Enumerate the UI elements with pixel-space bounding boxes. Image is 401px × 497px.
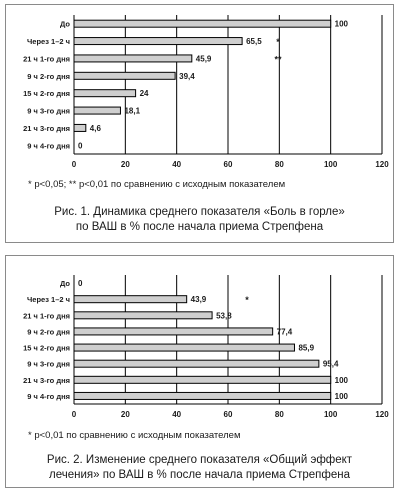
category-label: 21 ч 1-го дня — [23, 311, 70, 321]
significance-marker: ** — [274, 54, 282, 65]
category-label: 21 ч 1-го дня — [23, 54, 70, 64]
category-label: 15 ч 2-го дня — [23, 343, 70, 353]
bar-chart-2 — [6, 256, 393, 424]
data-label: 65,5 — [246, 37, 262, 47]
category-label: 9 ч 3-го дня — [27, 106, 70, 116]
data-label: 100 — [334, 391, 349, 401]
category-label: 9 ч 4-го дня — [27, 391, 70, 401]
x-tick-label: 0 — [71, 410, 77, 419]
data-label: 53,8 — [216, 311, 232, 321]
bar — [74, 392, 331, 399]
bar — [74, 107, 120, 114]
x-tick-label: 100 — [323, 410, 338, 419]
data-label: 43,9 — [190, 295, 207, 305]
data-label: 100 — [334, 375, 349, 385]
category-label: 9 ч 3-го дня — [27, 359, 70, 369]
category-label: До — [59, 279, 70, 289]
x-tick-label: 60 — [223, 160, 233, 169]
category-label: 9 ч 2-го дня — [27, 327, 70, 337]
caption-line-2: лечения» по ВАШ в % после начала приема Стрепфена — [49, 469, 350, 481]
x-tick-label: 120 — [375, 160, 389, 169]
bar — [74, 296, 187, 303]
bar — [74, 312, 212, 319]
category-label: 21 ч 3-го дня — [23, 375, 70, 385]
x-tick-label: 20 — [120, 160, 130, 169]
bar — [74, 72, 175, 79]
bar-chart-1 — [6, 5, 393, 175]
category-label: 21 ч 3-го дня — [23, 123, 70, 133]
data-label: 4,6 — [89, 123, 101, 133]
x-tick-label: 0 — [71, 160, 77, 169]
bar — [74, 344, 294, 351]
x-tick-label: 100 — [323, 160, 338, 169]
significance-marker: * — [276, 37, 280, 48]
significance-marker: * — [245, 295, 249, 306]
data-label: 39,4 — [179, 71, 195, 81]
x-tick-label: 80 — [274, 410, 284, 419]
footnote-2: * p<0,01 по сравнению с исходным показателем — [28, 430, 241, 441]
footnote-1: * p<0,05; ** p<0,01 по сравнению с исходным показателем — [28, 179, 286, 190]
figure-caption-2 — [12, 453, 387, 483]
category-label: Через 1–2 ч — [27, 295, 70, 305]
x-tick-label: 60 — [223, 410, 233, 419]
bar — [74, 360, 319, 367]
data-label: 77,4 — [276, 327, 293, 337]
data-label: 100 — [334, 19, 349, 29]
x-tick-label: 40 — [172, 410, 182, 419]
category-label: До — [59, 19, 70, 29]
bar — [74, 376, 331, 383]
chart-panel-2 — [5, 255, 394, 488]
bar — [74, 20, 331, 27]
x-tick-label: 40 — [172, 160, 182, 169]
category-label: 9 ч 4-го дня — [27, 141, 70, 151]
x-tick-label: 80 — [274, 160, 284, 169]
chart-panel-1 — [5, 4, 394, 243]
bar — [74, 328, 273, 335]
data-label: 24 — [139, 89, 149, 99]
x-tick-label: 120 — [375, 410, 389, 419]
category-label: 15 ч 2-го дня — [23, 89, 70, 99]
caption-line-1: Рис. 1. Динамика среднего показателя «Боль в горле» — [54, 206, 345, 218]
caption-line-1: Рис. 2. Изменение среднего показателя «Общий эффект — [46, 454, 353, 466]
x-tick-label: 20 — [120, 410, 130, 419]
bar — [74, 38, 242, 45]
bar — [74, 90, 136, 97]
caption-line-2: по ВАШ в % после начала приема Стрепфена — [75, 221, 324, 233]
bar — [74, 55, 192, 62]
data-label: 18,1 — [124, 106, 141, 116]
category-label: 9 ч 2-го дня — [27, 71, 70, 81]
data-label: 0 — [78, 141, 83, 151]
bar — [74, 124, 86, 131]
data-label: 85,9 — [298, 343, 315, 353]
figure-caption-1 — [12, 205, 387, 235]
category-label: Через 1–2 ч — [27, 37, 70, 47]
data-label: 45,9 — [195, 54, 212, 64]
data-label: 95,4 — [322, 359, 339, 369]
data-label: 0 — [78, 279, 83, 289]
